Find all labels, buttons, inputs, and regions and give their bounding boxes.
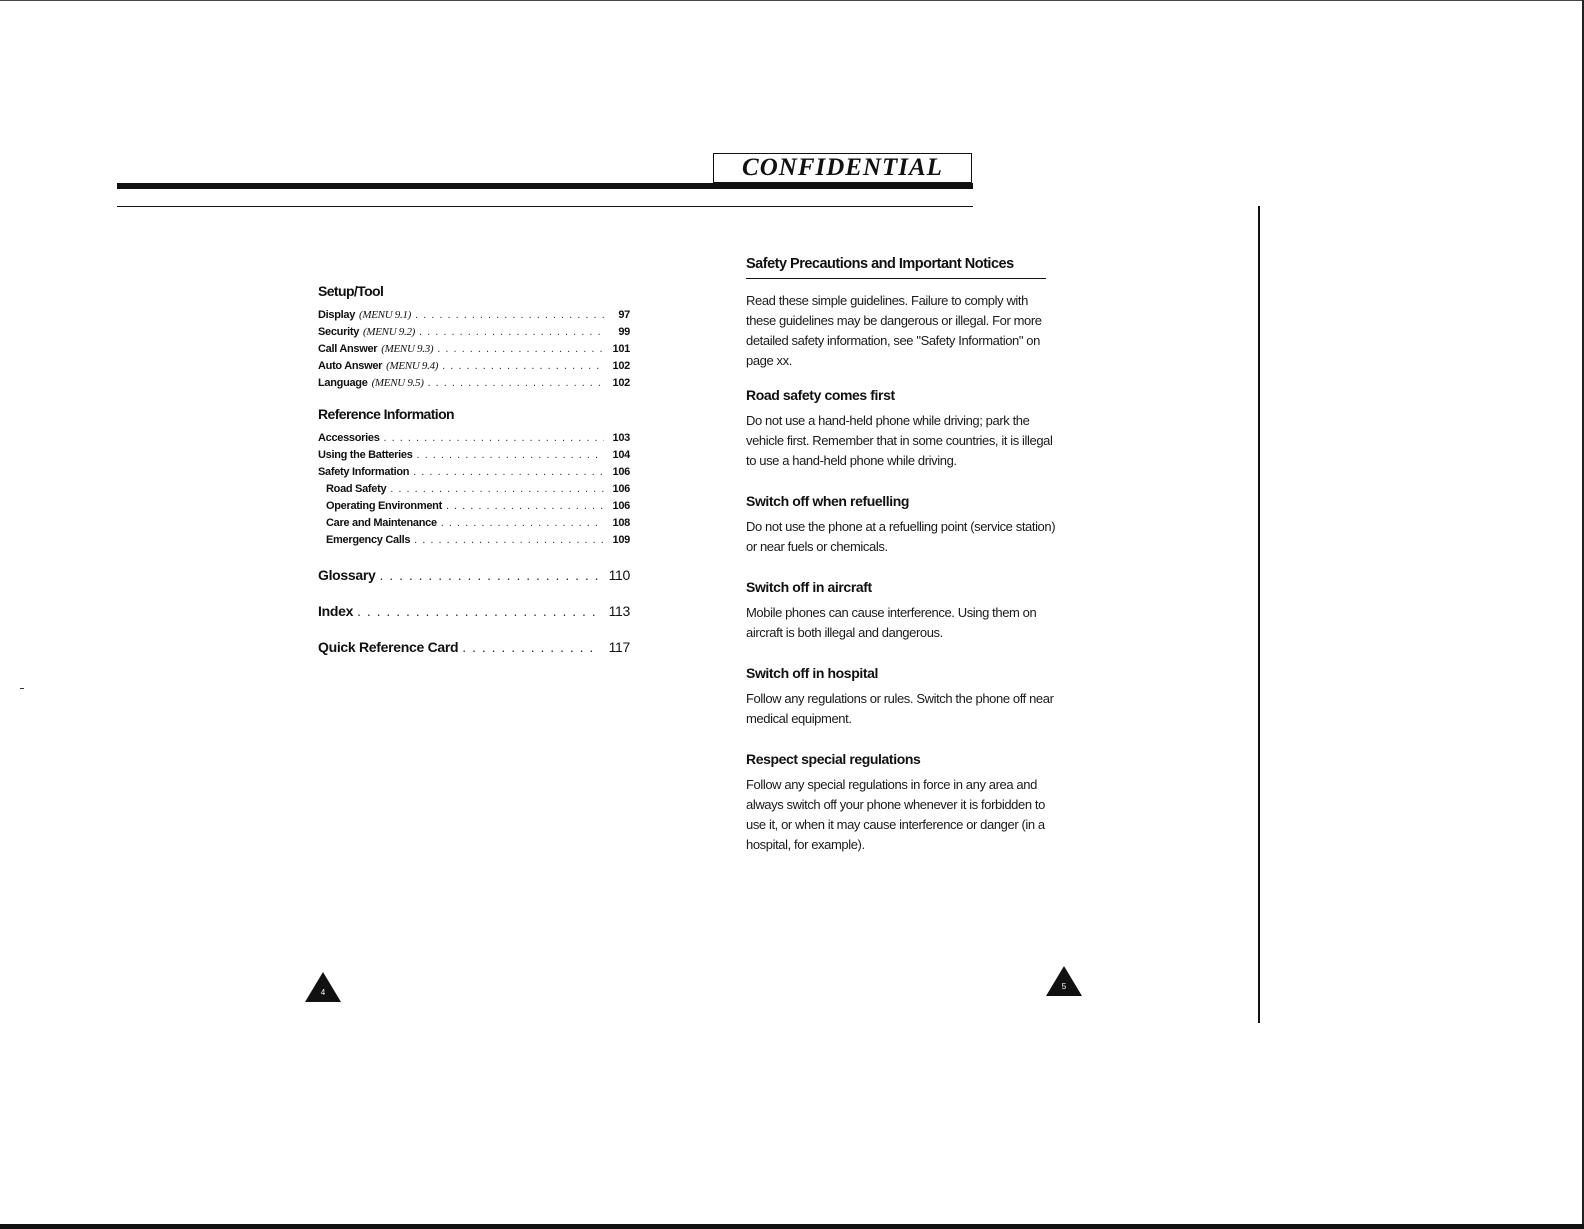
toc-entry-page: 99 [618, 326, 630, 338]
toc-entry-glossary[interactable] [318, 557, 630, 593]
toc-entry[interactable] [318, 341, 630, 358]
toc-entry[interactable] [318, 498, 630, 515]
safety-section-heading: Switch off in aircraft [746, 579, 872, 595]
toc-entry[interactable] [318, 307, 630, 324]
toc-leader [417, 447, 604, 464]
toc-entry-page: 106 [612, 483, 630, 495]
toc-entry-index[interactable] [318, 593, 630, 629]
bottom-border [0, 1224, 1584, 1229]
toc-leader [357, 593, 600, 629]
toc-leader [446, 498, 604, 515]
toc-leader [380, 557, 600, 593]
safety-section [746, 751, 1056, 855]
toc-leader [414, 532, 604, 549]
toc-entry[interactable] [318, 515, 630, 532]
page-number-triangle-left [305, 972, 341, 1002]
safety-section-text: Follow any regulations or rules. Switch the phone off near medical equipment. [746, 691, 1054, 726]
toc-entry-label: Language [318, 377, 368, 389]
toc-entry-label: Operating Environment [326, 500, 442, 512]
toc-entry-label: Emergency Calls [326, 534, 411, 546]
toc-entry[interactable] [318, 447, 630, 464]
toc-leader [384, 430, 604, 447]
page-number-right: 5 [1061, 982, 1067, 991]
toc-entry[interactable] [318, 375, 630, 392]
toc-entry-label: Care and Maintenance [326, 517, 437, 529]
toc-entry-menu: (MENU 9.4) [386, 360, 439, 372]
toc-entry[interactable] [318, 481, 630, 498]
toc-entry-menu: (MENU 9.1) [359, 309, 412, 321]
header-rule-thin [117, 206, 973, 207]
toc-entry-label: Call Answer [318, 343, 378, 355]
toc-entry-label: Accessories [318, 432, 380, 444]
toc-leader [462, 629, 600, 665]
toc-entry-label: Security [318, 326, 360, 338]
toc-leader [441, 515, 604, 532]
page-edge-line [1258, 206, 1260, 1023]
toc-section-heading-reference: Reference Information [318, 406, 454, 422]
toc-entry-page: 108 [612, 517, 630, 529]
confidential-stamp: CONFIDENTIAL [713, 153, 972, 183]
toc-section-heading-setup: Setup/Tool [318, 283, 384, 299]
margin-tick [20, 688, 24, 689]
toc-entry-label: Index [318, 603, 354, 619]
toc-entry-label: Road Safety [326, 483, 387, 495]
safety-precautions [746, 256, 1056, 871]
toc-entry-page: 106 [612, 500, 630, 512]
toc-entry-page: 102 [612, 360, 630, 372]
toc-entry-label: Quick Reference Card [318, 639, 459, 655]
toc-entry-label: Auto Answer [318, 360, 383, 372]
toc-entry-menu: (MENU 9.2) [363, 326, 416, 338]
safety-section [746, 579, 1056, 643]
toc-entry-menu: (MENU 9.3) [381, 343, 434, 355]
toc-leader [415, 307, 604, 324]
safety-intro [746, 291, 1056, 371]
toc-entry-page: 101 [612, 343, 630, 355]
safety-section [746, 665, 1056, 729]
toc-entry-label: Using the Batteries [318, 449, 413, 461]
toc-entry[interactable] [318, 464, 630, 481]
toc-leader [390, 481, 604, 498]
top-border [0, 0, 1584, 1]
toc-entry-page: 97 [618, 309, 630, 321]
toc-entry-page: 117 [608, 639, 630, 655]
toc-leader [413, 464, 604, 481]
safety-section [746, 387, 1056, 471]
safety-section [746, 493, 1056, 557]
toc-entry-page: 104 [612, 449, 630, 461]
toc-entry-page: 102 [612, 377, 630, 389]
toc-leader [442, 358, 604, 375]
safety-section-text: Mobile phones can cause interference. Using them on aircraft is both illegal and dangerous. [746, 605, 1037, 640]
table-of-contents [318, 283, 630, 665]
safety-section-heading: Switch off when refuelling [746, 493, 910, 509]
page-number-left: 4 [320, 988, 326, 997]
safety-section-text: Do not use a hand-held phone while driving; park the vehicle first. Remember that in some countries, it is illegal to use a hand-held phone while driving. [746, 413, 1053, 468]
toc-entry[interactable] [318, 324, 630, 341]
toc-entry-menu: (MENU 9.5) [371, 377, 424, 389]
safety-section-heading: Switch off in hospital [746, 665, 878, 681]
toc-entry-page: 113 [608, 603, 630, 619]
toc-entry-quick-reference[interactable] [318, 629, 630, 665]
safety-section-heading: Road safety comes first [746, 387, 895, 403]
toc-leader [437, 341, 604, 358]
header-rule-thick [117, 183, 973, 189]
toc-entry-page: 109 [612, 534, 630, 546]
toc-entry-label: Glossary [318, 567, 376, 583]
safety-intro-text: Read these simple guidelines. Failure to comply with these guidelines may be dangerous or illegal. For more detailed safety information, see "Safety Information" on page xx. [746, 293, 1042, 368]
page-number-triangle-right [1046, 966, 1082, 996]
toc-entry-label: Display [318, 309, 356, 321]
toc-entry-page: 106 [612, 466, 630, 478]
safety-title: Safety Precautions and Important Notices [746, 256, 1046, 279]
toc-entry[interactable] [318, 358, 630, 375]
toc-entry[interactable] [318, 532, 630, 549]
safety-section-heading: Respect special regulations [746, 751, 921, 767]
toc-entry-page: 103 [612, 432, 630, 444]
toc-leader [419, 324, 604, 341]
toc-entry[interactable] [318, 430, 630, 447]
safety-section-text: Do not use the phone at a refuelling point (service station) or near fuels or chemicals. [746, 519, 1056, 554]
toc-entry-page: 110 [608, 567, 630, 583]
toc-leader [428, 375, 604, 392]
safety-section-text: Follow any special regulations in force in any area and always switch off your phone whenever it is forbidden to use it, or when it may cause interference or danger (in a hospital, for example). [746, 777, 1045, 852]
toc-entry-label: Safety Information [318, 466, 410, 478]
